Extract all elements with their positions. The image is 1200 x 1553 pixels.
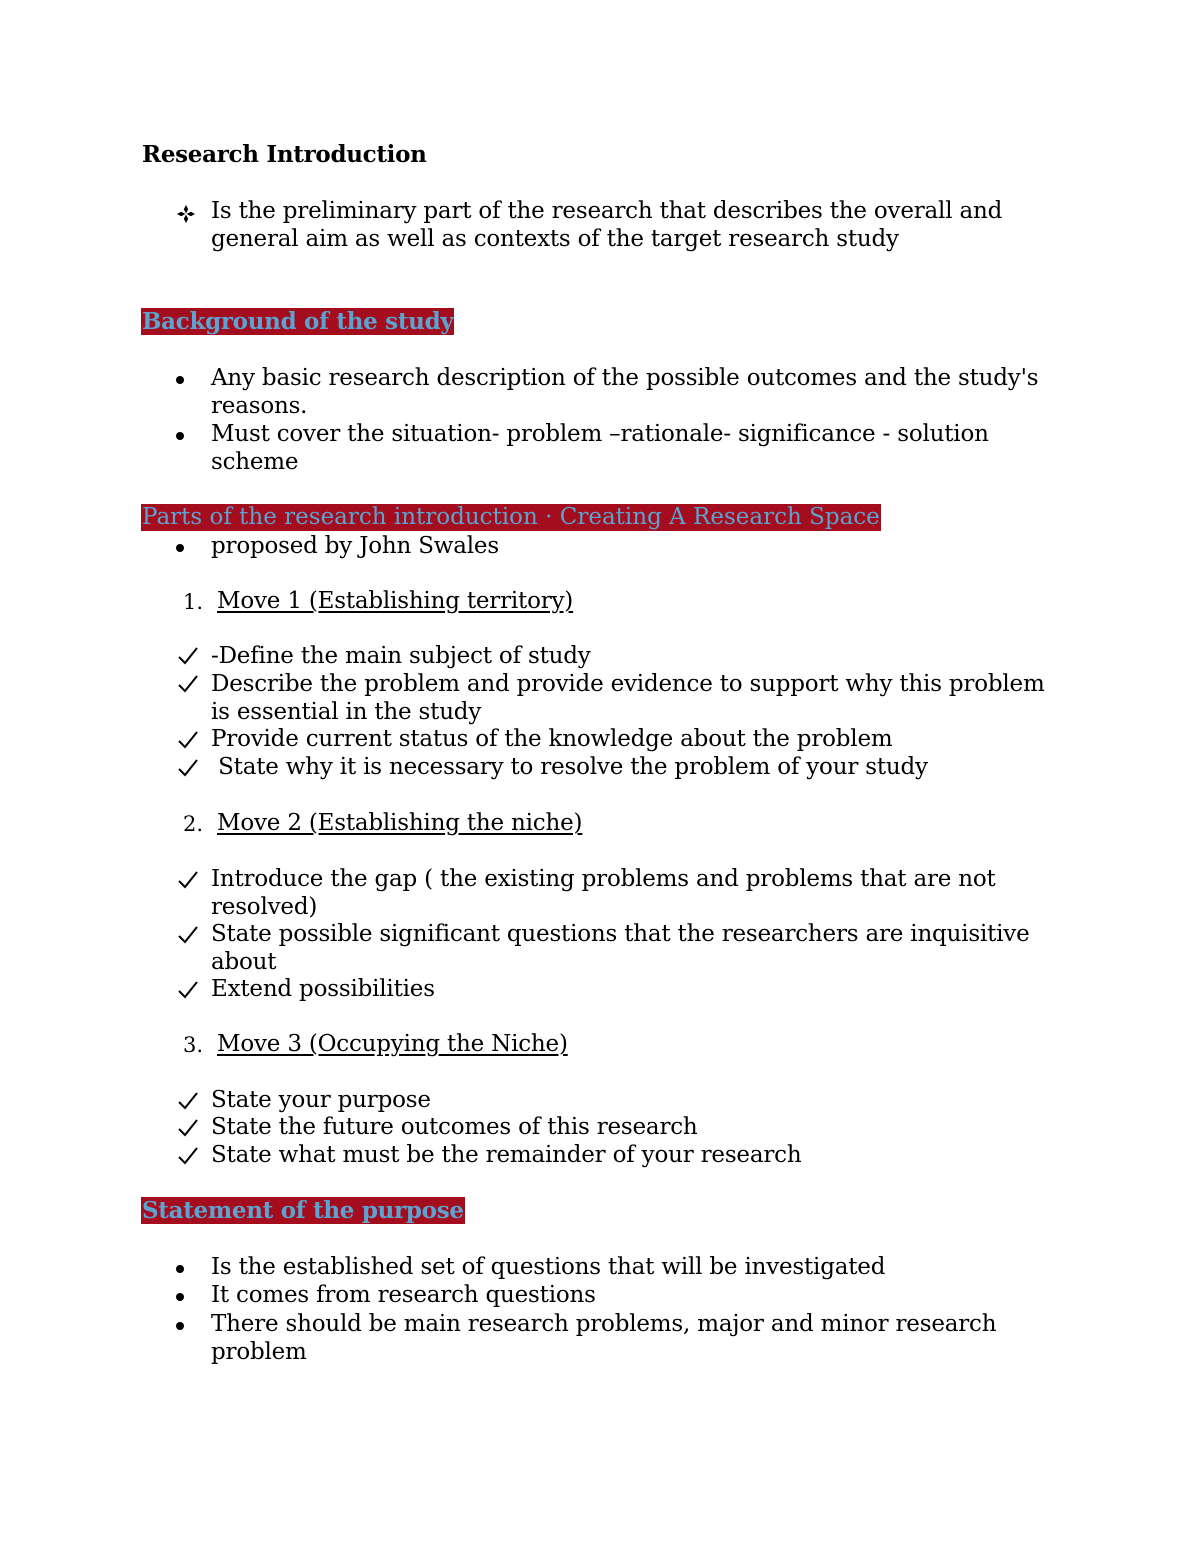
- check-item: State possible significant questions that the researchers are inquisitive about: [211, 921, 1030, 975]
- list-item: proposed by John Swales: [211, 533, 499, 559]
- move-number: 1.: [183, 590, 204, 614]
- bullet-icon: [176, 376, 184, 384]
- section-heading-parts: Parts of the research introduction · Creating A Research Space: [142, 504, 880, 530]
- check-item: Describe the problem and provide evidence to support why this problem is essential in the study: [211, 671, 1045, 725]
- checkmark-icon: [176, 1117, 200, 1139]
- check-item: State what must be the remainder of your research: [211, 1142, 802, 1168]
- section-heading-purpose: Statement of the purpose: [142, 1197, 464, 1224]
- four-diamond-icon: [176, 204, 196, 224]
- checkmark-icon: [176, 757, 200, 779]
- checkmark-icon: [176, 979, 200, 1001]
- check-item: Provide current status of the knowledge about the problem: [211, 726, 893, 752]
- check-item: State the future outcomes of this research: [211, 1114, 698, 1140]
- move-2-label: Move 2 (Establishing the niche): [217, 810, 583, 836]
- document-title: Research Introduction: [142, 141, 427, 168]
- checkmark-icon: [176, 924, 200, 946]
- list-item: Must cover the situation- problem –rationale- significance - solution scheme: [211, 421, 989, 475]
- bullet-icon: [176, 432, 184, 440]
- move-3-label: Move 3 (Occupying the Niche): [217, 1031, 568, 1057]
- checkmark-icon: [176, 645, 200, 667]
- checkmark-icon: [176, 673, 200, 695]
- checkmark-icon: [176, 729, 200, 751]
- move-number: 3.: [183, 1033, 204, 1057]
- checkmark-icon: [176, 1145, 200, 1167]
- check-item: Extend possibilities: [211, 976, 435, 1002]
- checkmark-icon: [176, 1090, 200, 1112]
- bullet-icon: [176, 1322, 184, 1330]
- list-item: Any basic research description of the possible outcomes and the study's reasons.: [211, 365, 1039, 419]
- section-heading-background: Background of the study: [142, 308, 454, 335]
- list-item: There should be main research problems, major and minor research problem: [211, 1311, 997, 1365]
- check-item: -Define the main subject of study: [211, 643, 591, 669]
- check-item: State why it is necessary to resolve the problem of your study: [211, 754, 928, 780]
- list-item: It comes from research questions: [211, 1282, 596, 1308]
- check-item: State your purpose: [211, 1087, 431, 1113]
- move-1-label: Move 1 (Establishing territory): [217, 588, 574, 614]
- list-item: Is the established set of questions that will be investigated: [211, 1254, 886, 1280]
- intro-item: Is the preliminary part of the research that describes the overall and general aim as well as contexts of the target research study: [211, 198, 1003, 252]
- check-item: Introduce the gap ( the existing problems and problems that are not resolved): [211, 866, 996, 920]
- move-number: 2.: [183, 812, 204, 836]
- bullet-icon: [176, 1265, 184, 1273]
- bullet-icon: [176, 1293, 184, 1301]
- checkmark-icon: [176, 869, 200, 891]
- bullet-icon: [176, 544, 184, 552]
